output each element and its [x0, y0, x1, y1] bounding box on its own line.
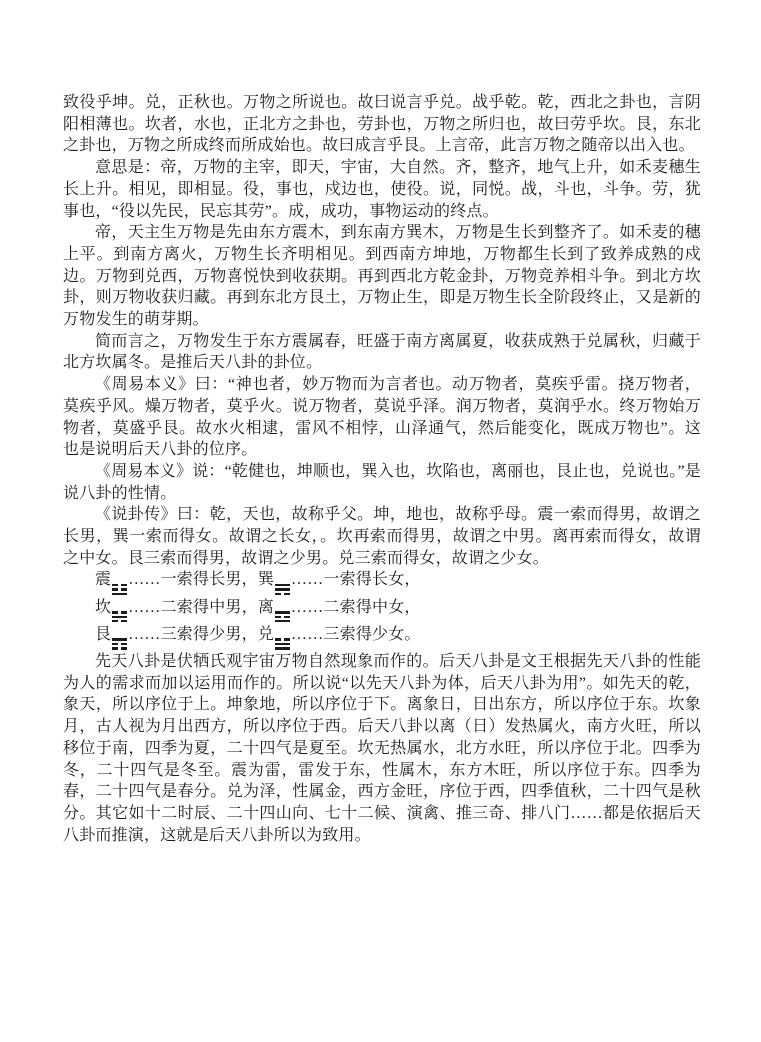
- trigram-xun-icon: [275, 583, 290, 597]
- trigram-dui-label: 兑: [257, 625, 275, 643]
- trigram-gen-icon: [112, 637, 127, 651]
- trigram-line-eldest: [63, 569, 701, 596]
- paragraph-zhouyi-benyi-quote-1: 《周易本义》曰：“神也者，妙万物而为言者也。动万物者，莫疾乎雷。挠万物者，莫疾乎风。燥万物者，莫乎火。说万物者，莫说乎泽。润万物者，莫润乎水。终万物始万物者，莫盛乎艮。故水火相逮，雷风不相悖，山泽通气，然后能变化，既成万物也”。这也是说明后天八卦的位序。: [63, 376, 701, 459]
- paragraph-shuogua-zhuan-quote: 《说卦传》曰：乾，天也，故称乎父。坤，地也，故称乎母。震一索而得男，故谓之长男，巽一索而得女。故谓之长女，。坎再索而得男，故谓之中男。离再索而得女，故谓之中女。艮三索而得男，故谓之少男。兑三索而得女，故谓之少女。: [63, 506, 701, 567]
- trigram-kan-label: 坎: [95, 598, 112, 616]
- trigram-zhen-icon: [112, 583, 127, 597]
- paragraph-shuogua-quote: 致役乎坤。兑，正秋也。万物之所说也。故曰说言乎兑。战乎乾。乾，西北之卦也，言阴阳相薄也。坎者，水也，正北方之卦也，劳卦也，万物之所归也，故曰劳乎坎。艮，东北之卦也，万物之所成终而所成始也。故曰成言乎艮。上言帝，此言万物之随帝以出入也。: [63, 94, 701, 155]
- trigram-line-youngest: [63, 624, 701, 651]
- trigram-line-middle: [63, 597, 701, 624]
- trigram-kan-icon: [112, 610, 127, 624]
- trigram-dui-text: ……三索得少女。: [291, 625, 421, 643]
- trigram-gen-label: 艮: [95, 625, 112, 643]
- paragraph-xiantian-houtian: 先天八卦是伏牺氏观宇宙万物自然现象而作的。后天八卦是文王根据先天八卦的性能为人的需求而加以运用而作的。所以说“以先天八卦为体，后天八卦为用”。如先天的乾，象天，所以序位于上。坤象地，所以序位于下。离象日，日出东方，所以序位于东。坎象月，古人视为月出西方，所以序位于西。后天八卦以离（日）发热属火，南方火旺，所以移位于南，四季为夏，二十四气是夏至。坎无热属水，北方水旺，所以序位于北。四季为冬，二十四气是冬至。震为雷，雷发于东，性属木，东方木旺，所以序位于东。四季为春，二十四气是春分。兑为泽，性属金，西方金旺，序位于西，四季值秋，二十四气是秋分。其它如十二时辰、二十四山向、七十二候、演禽、推三奇、排八门……都是依据后天八卦而推演，这就是后天八卦所以为致用。: [63, 653, 701, 844]
- trigram-gen-text: ……三索得少男，: [128, 625, 258, 643]
- trigram-li-label: 离: [257, 598, 275, 616]
- text-block: [63, 92, 701, 846]
- paragraph-zhouyi-benyi-quote-2: 《周易本义》说：“乾健也，坤顺也，巽入也，坎陷也，离丽也，艮止也，兑说也。”是说八卦的性情。: [63, 462, 702, 502]
- paragraph-summary: 简而言之，万物发生于东方震属春，旺盛于南方离属夏，收获成熟于兑属秋，归藏于北方坎属冬。是推后天八卦的卦位。: [63, 332, 701, 372]
- trigram-zhen-label: 震: [95, 571, 112, 589]
- trigram-li-icon: [275, 610, 290, 624]
- trigram-xun-label: 巽: [257, 571, 275, 589]
- trigram-li-text: ……二索得中女，: [291, 598, 421, 616]
- trigram-dui-icon: [275, 637, 290, 651]
- paragraph-meaning-gloss: 意思是：帝，万物的主宰，即天，宇宙，大自然。齐，整齐，地气上升，如禾麦穗生长上升。相见，即相显。役，事也，戍边也，使役。说，同悦。战，斗也，斗争。劳，犹事也，“役以先民，民忘其劳”。成，成功，事物运动的终点。: [63, 159, 701, 220]
- trigram-kan-text: ……二索得中男，: [128, 598, 258, 616]
- trigram-zhen-text: ……一索得长男，: [128, 571, 258, 589]
- trigram-xun-text: ……一索得长女，: [291, 571, 421, 589]
- paragraph-di-explanation: 帝，天主生万物是先由东方震木，到东南方巽木，万物是生长到整齐了。如禾麦的穗上平。到南方离火，万物生长齐明相见。到西南方坤地，万物都生长到了致养成熟的戍边。万物到兑西，万物喜悦快到收获期。再到西北方乾金卦，万物竞养相斗争。到北方坎卦，则万物收获归藏。再到东北方艮土，万物止生，即是万物生长全阶段终止，又是新的万物发生的萌芽期。: [63, 224, 701, 329]
